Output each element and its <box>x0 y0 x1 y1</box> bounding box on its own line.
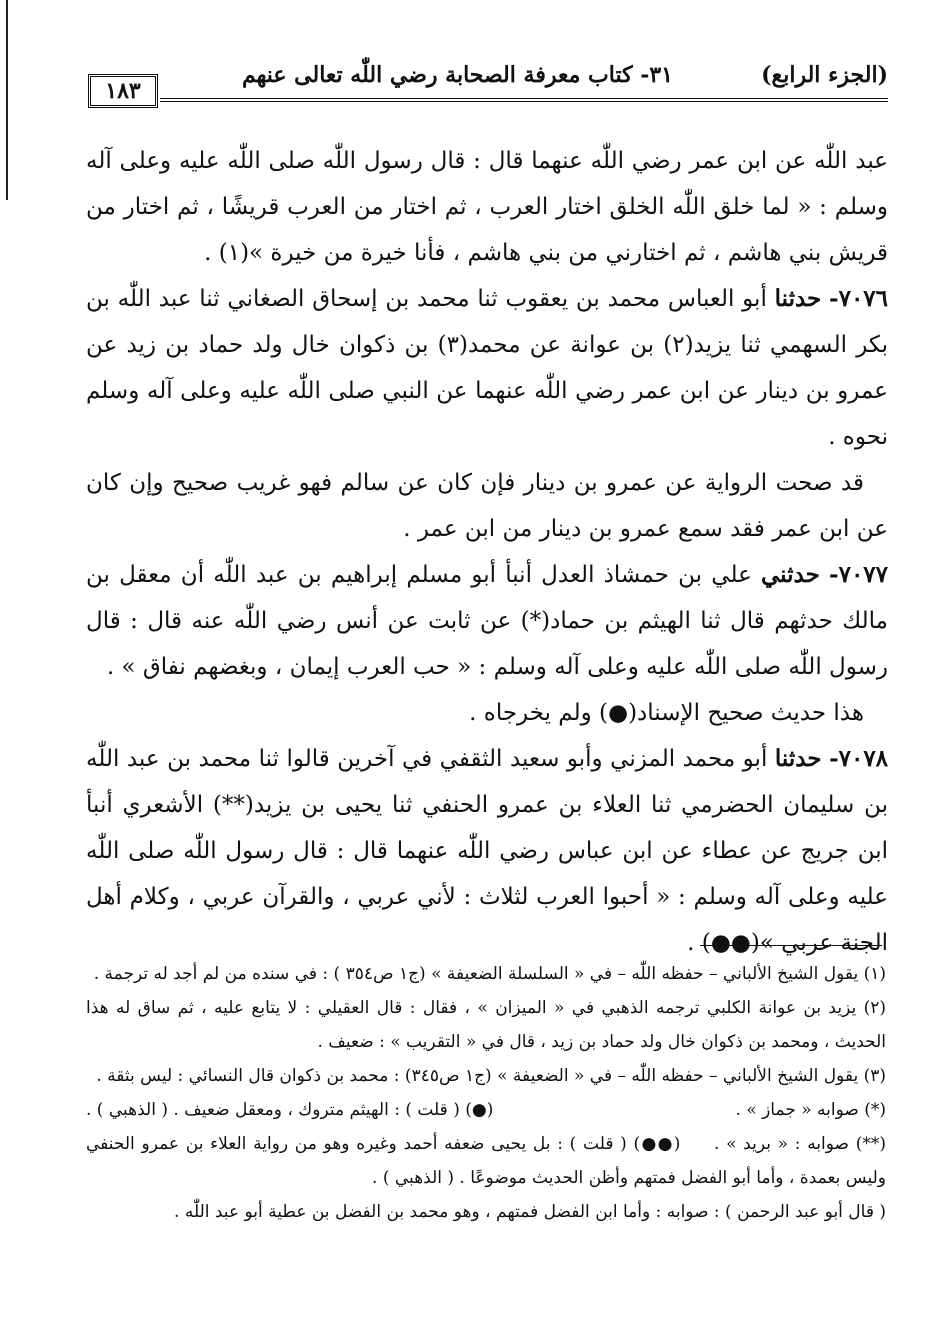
footnote-double-star-row <box>86 1127 886 1195</box>
page-number: ١٨٣ <box>88 74 158 108</box>
footnote-star-row <box>86 1093 886 1127</box>
footnote-double-star: (**) صوابه : « بريد » . <box>713 1134 886 1154</box>
footnote-double-dot: (●●) ( قلت ) : بل يحيى ضعفه أحمد وغيره وهو من رواية العلاء بن عمرو الحنفي وليس بعمدة ، وأما أبو الفضل فمتهم وأظن الحديث موضوعًا . ( الذهبي ) . <box>86 1134 886 1188</box>
footnote-1: (١) يقول الشيخ الألباني – حفظه اللّٰه – في « السلسلة الضعيفة » (ج١ ص٣٥٤ ) : في سنده من لم أجد له ترجمة . <box>93 964 886 984</box>
page-edge-line <box>6 0 8 200</box>
hadith-number: ٧٠٧٧- <box>829 561 889 588</box>
narration-keyword: حدثني <box>761 561 820 588</box>
footnote-dot: (●) ( قلت ) : الهيثم متروك ، ومعقل ضعيف . ( الذهبي ) . <box>86 1100 494 1120</box>
volume-label: (الجزء الرابع) <box>761 62 888 88</box>
hadith-number: ٧٠٧٦- <box>829 285 889 312</box>
footnote-editor-note: ( قال أبو عبد الرحمن ) : صوابه : وأما ابن الفضل فمتهم ، وهو محمد بن الفضل بن عطية أبو عبد اللّٰه . <box>174 1202 886 1222</box>
hadith-comment-7077: هذا حديث صحيح الإسناد(●) ولم يخرجاه . <box>469 700 864 726</box>
hadith-7078 <box>86 736 888 966</box>
footnote-star: (*) صوابه « جماز » . <box>735 1100 886 1120</box>
hadith-text: أبو محمد المزني وأبو سعيد الثقفي في آخرين قالوا ثنا محمد بن عبد اللّٰه بن سليمان الحضرمي ثنا العلاء بن عمرو الحنفي ثنا يحيى بن يزيد(**) الأشعري أنبأ ابن جريج عن عطاء عن ابن عباس رضي اللّٰه عنهما قال : قال رسول اللّٰه صلى اللّٰه عليه وعلى آله وسلم : « أحبوا العرب لثلاث : لأني عربي ، والقرآن عربي ، وكلام أهل الجنة عربي »(●●) . <box>86 746 888 956</box>
main-text <box>86 138 888 966</box>
narration-keyword: حدثنا <box>774 285 822 312</box>
hadith-7077 <box>86 552 888 690</box>
narration-keyword: حدثنا <box>774 745 822 772</box>
hadith-7076 <box>86 276 888 460</box>
hadith-comment-7076: قد صحت الرواية عن عمرو بن دينار فإن كان عن سالم فهو غريب صحيح وإن كان عن ابن عمر فقد سمع عمرو بن دينار من ابن عمر . <box>86 470 888 542</box>
chapter-title: ٣١- كتاب معرفة الصحابة رضي اللّٰه تعالى عنهم <box>241 62 673 88</box>
footnote-2: (٢) يزيد بن عوانة الكلبي ترجمه الذهبي في « الميزان » ، فقال : قال العقيلي : لا يتابع عليه ، ثم ساق له هذا الحديث ، ومحمد بن ذكوان خال ولد حماد بن زيد ، قال في « التقريب » : ضعيف . <box>86 998 886 1052</box>
footnote-3: (٣) يقول الشيخ الألباني – حفظه اللّٰه – في « الضعيفة » (ج١ ص٣٤٥) : محمد بن ذكوان قال النسائي : ليس بثقة . <box>96 1066 886 1086</box>
hadith-number: ٧٠٧٨- <box>829 745 889 772</box>
footnotes <box>86 957 886 1229</box>
header-rule <box>160 98 888 102</box>
hadith-text: علي بن حمشاذ العدل أنبأ أبو مسلم إبراهيم بن عبد اللّٰه أن معقل بن مالك حدثهم قال ثنا الهيثم بن حماد(*) عن ثابت عن أنس رضي اللّٰه عنه قال : قال رسول اللّٰه صلى اللّٰه عليه وعلى آله وسلم : « حب العرب إيمان ، وبغضهم نفاق » . <box>86 562 888 680</box>
running-header <box>88 58 888 104</box>
hadith-text: أبو العباس محمد بن يعقوب ثنا محمد بن إسحاق الصغاني ثنا عبد اللّٰه بن بكر السهمي ثنا يزيد(٢) بن عوانة عن محمد(٣) بن ذكوان خال ولد حماد بن زيد عن عمرو بن دينار عن ابن عمر رضي اللّٰه عنهما عن النبي صلى اللّٰه عليه وعلى آله وسلم نحوه . <box>86 286 888 450</box>
footnote-separator <box>700 945 882 946</box>
paragraph-continuation: عبد اللّٰه عن ابن عمر رضي اللّٰه عنهما قال : قال رسول اللّٰه صلى اللّٰه عليه وعلى آله وسلم : « لما خلق اللّٰه الخلق اختار العرب ، ثم اختار من العرب قريشًا ، ثم اختار من قريش بني هاشم ، ثم اختارني من بني هاشم ، فأنا خيرة من خيرة »(١) . <box>86 148 888 266</box>
